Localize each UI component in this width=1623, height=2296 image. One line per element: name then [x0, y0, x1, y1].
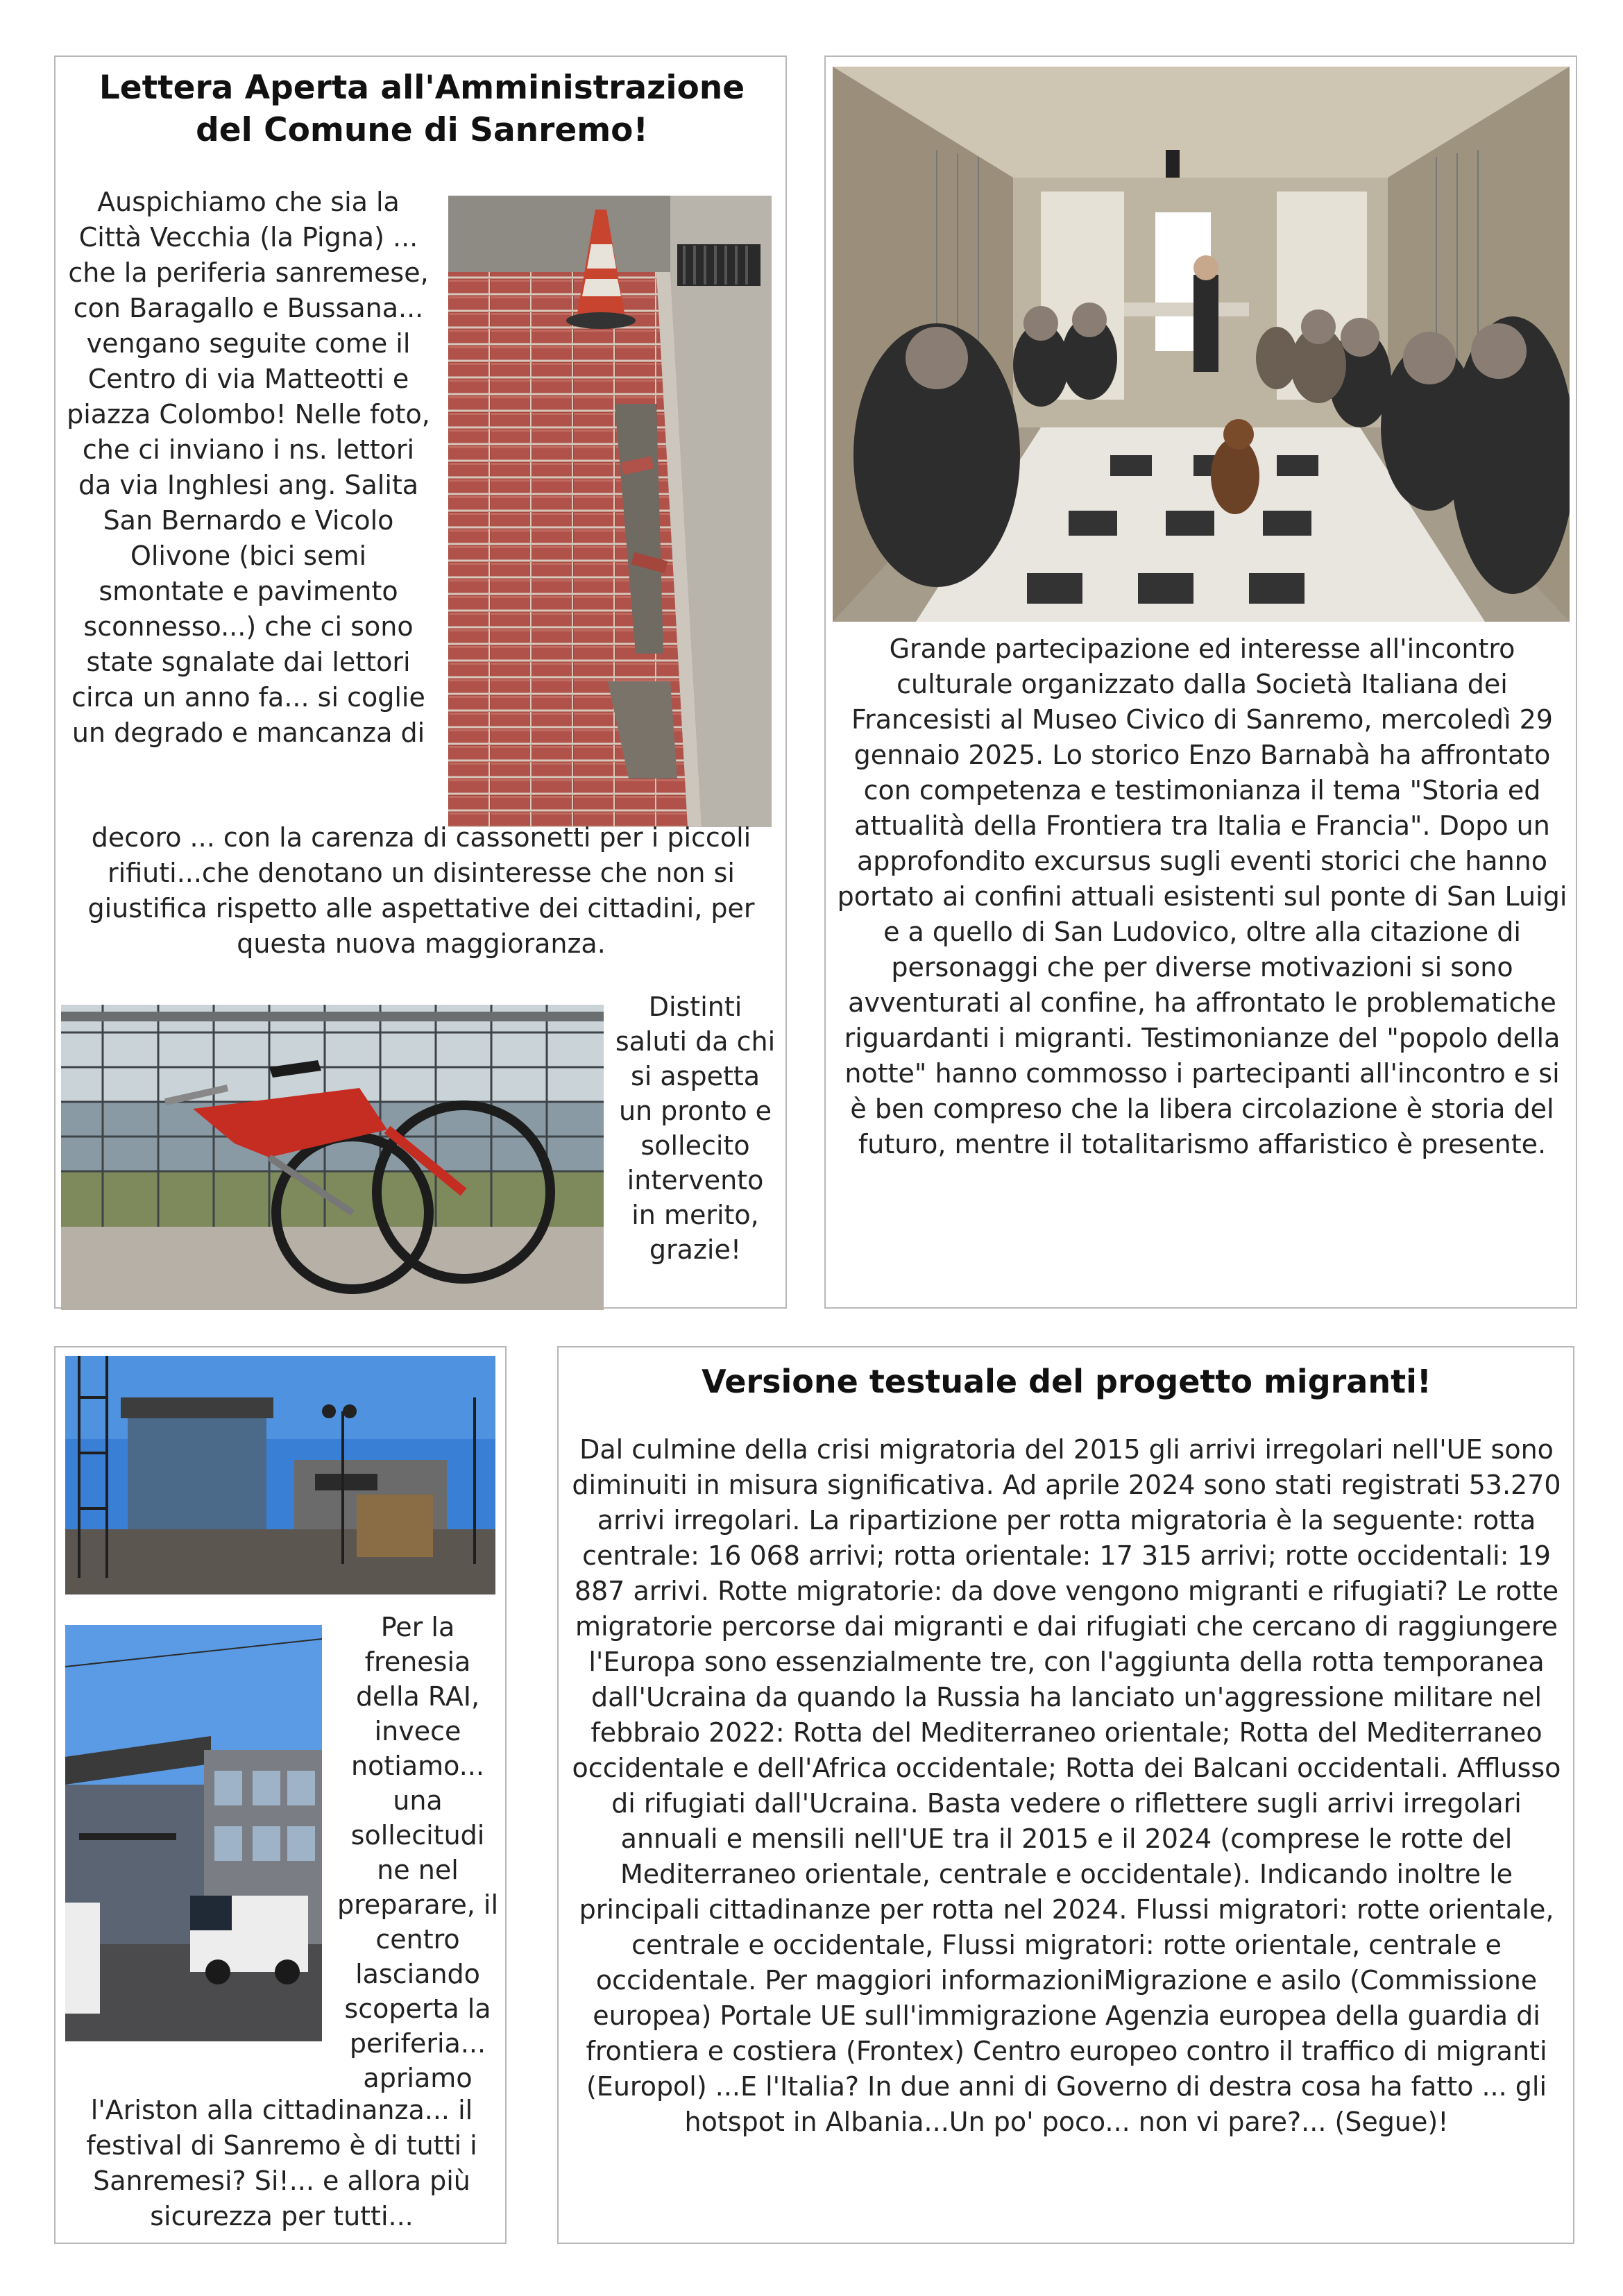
event-body: Grande partecipazione ed interesse all'incontro culturale organizzato dalla Società Italiana dei Francesisti al Museo Civico di Sanremo, mercoledì 29 gennaio 2025. Lo storico Enzo Barnabà ha affrontato con competenza e testimonianza il tema "Storia ed attualità della Frontiera tra Italia e Francia". Dopo un approfondito excursus sugli eventi storici che hanno portato ai confini attuali esistenti sul ponte di San Luigi e a quello di San Ludovico, oltre alla citazione di personaggi che per diverse motivazioni si sono avventurati al confine, ha affrontato le problematiche riguardanti i migranti. Testimonianze del "popolo della notte" hanno commosso i partecipanti all'incontro e si è ben compreso che la libera circolazione è storia del futuro, mentre il totalitarismo affaristico è presente. [837, 633, 1567, 1159]
letter-closing: Distinti saluti da chi si aspetta un pronto e sollecito intervento in merito, grazie! [615, 992, 776, 1265]
museum-conference-photo [833, 67, 1570, 622]
ariston-street-photo [65, 1625, 322, 2041]
letter-body-full: decoro ... con la carenza di cassonetti per i piccoli rifiuti...che denotano un disinteresse che non si giustifica rispetto alle aspettative dei cittadini, per questa nuova maggioranza. [87, 822, 755, 959]
event-panel [824, 56, 1577, 1309]
migranti-body: Dal culmine della crisi migratoria del 2015 gli arrivi irregolari nell'UE sono diminuiti in misura significativa. Ad aprile 2024 sono stati registrati 53.270 arrivi irregolari. La ripartizione per rotta migratoria è la seguente: rotta centrale: 16 068 arrivi; rotta orientale: 17 315 arrivi; rotte occidentali: 19 887 arrivi. Rotte migratorie: da dove vengono migranti e rifugiati? Le rotte migratorie percorse dai migranti e dai rifugiati che cercano di raggiungere l'Europa sono essenzialmente tre, con l'aggiunta della rotta temporanea dall'Ucraina da quando la Russia ha lanciato un'aggressione militare nel febbraio 2022: Rotta del Mediterraneo orientale; Rotta del Mediterraneo occidentale e dell'Africa occidentale; Rotta dei Balcani occidentali. Afflusso di rifugiati dall'Ucraina. Basta vedere o riflettere sugli arrivi irregolari annuali e mensili nell'UE tra il 2015 e il 2024 (comprese le rotte del Mediterraneo orientale, centrale e occidentale). Indicando inoltre le principali cittadinanze per rotta nel 2024. Flussi migratori: rotte orientale, centrale e occidentale, Flussi migratori: rotte orientale, centrale e occidentale. Per maggiori informazioniMigrazione e asilo (Commissione europea) Portale UE sull'immigrazione Agenzia europea della guardia di frontiera e costiera (Frontex) Centro europeo contro il traffico di migranti (Europol) ...E l'Italia? In due anni di Governo di destra cosa ha fatto ... gli hotspot in Albania...Un po' poco... non vi pare?... (Segue)! [572, 1434, 1561, 2137]
rai-panel [54, 1346, 507, 2244]
letter-body-wrap: Auspichiamo che sia la Città Vecchia (la Pigna) ... che la periferia sanremese, con Baragallo e Bussana... vengano seguite come il Centro di via Matteotti e piazza Colombo! Nelle foto, che ci inviano i ns. lettori da via Inghlesi ang. Salita San Bernardo e Vicolo Olivone (bici semi smontate e pavimento sconnesso...) che ci sono state sgnalate dai lettori circa un anno fa... si coglie un degrado e mancanza di [67, 187, 430, 748]
migranti-panel [557, 1346, 1574, 2244]
bicycle-photo [61, 1005, 604, 1310]
letter-title: Lettera Aperta all'Amministrazione del Comune di Sanremo! [99, 69, 745, 150]
festival-stage-photo [65, 1356, 495, 1595]
rai-body-full: l'Ariston alla cittadinanza... il festival di Sanremo è di tutti i Sanremesi? Si!... e allora più sicurezza per tutti... [86, 2095, 477, 2231]
letter-panel [54, 56, 787, 1309]
migranti-title: Versione testuale del progetto migranti! [702, 1363, 1431, 1400]
broken-pavement-photo [448, 196, 772, 827]
rai-body-wrap: Per la frenesia della RAI, invece notiamo... una sollecitudi ne nel preparare, il centro lasciando scoperta la periferia... apriamo [337, 1612, 499, 2093]
